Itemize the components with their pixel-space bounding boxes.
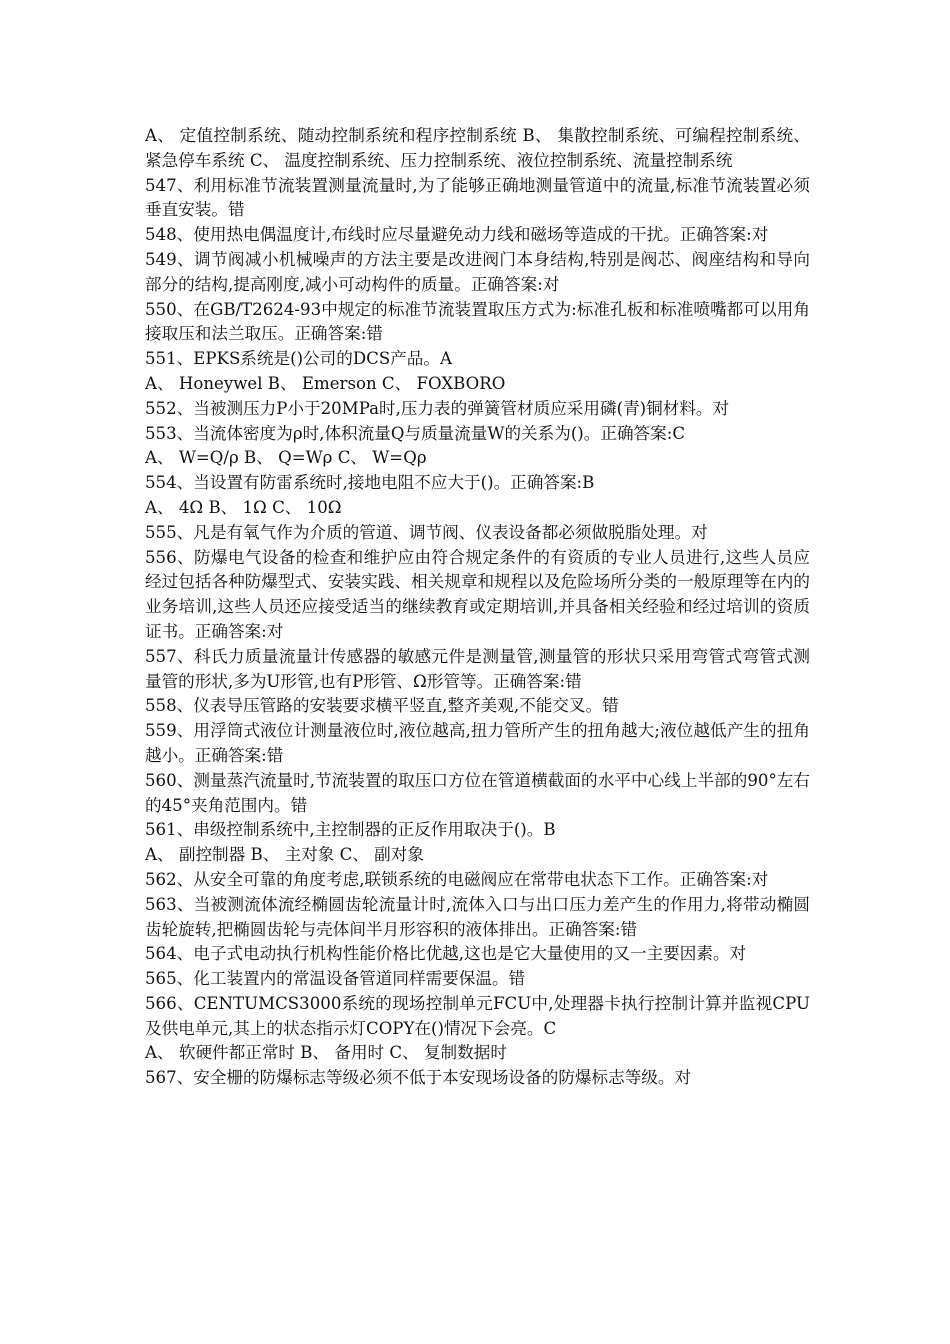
question-557: 557、科氏力质量流量计传感器的敏感元件是测量管,测量管的形状只采用弯管式弯管式测量管的形状,多为U形管,也有P形管、Ω形管等。正确答案:错: [145, 646, 810, 691]
options-561: A、 副控制器 B、 主对象 C、 副对象: [145, 845, 424, 865]
options-566: A、 软硬件都正常时 B、 备用时 C、 复制数据时: [145, 1043, 507, 1063]
question-548: 548、使用热电偶温度计,布线时应尽量避免动力线和磁场等造成的干扰。正确答案:对: [145, 225, 769, 245]
question-559: 559、用浮筒式液位计测量液位时,液位越高,扭力管所产生的扭角越大;液位越低产生的扭角越小。正确答案:错: [145, 721, 810, 765]
question-563: 563、当被测流体流经椭圆齿轮流量计时,流体入口与出口压力差产生的作用力,将带动椭圆齿轮旋转,把椭圆齿轮与壳体间半月形容积的液体排出。正确答案:错: [145, 894, 810, 939]
question-551: 551、EPKS系统是()公司的DCS产品。A: [145, 349, 452, 369]
options-554: A、 4Ω B、 1Ω C、 10Ω: [145, 497, 342, 517]
question-552: 552、当被测压力P小于20MPa时,压力表的弹簧管材质应采用磷(青)铜材料。对: [145, 398, 730, 418]
question-565: 565、化工装置内的常温设备管道同样需要保温。错: [145, 969, 526, 989]
question-561: 561、串级控制系统中,主控制器的正反作用取决于()。B: [145, 820, 556, 840]
question-556: 556、防爆电气设备的检查和维护应由符合规定条件的有资质的专业人员进行,这些人员应经过包括各种防爆型式、安装实践、相关规章和规程以及危险场所分类的一般原理等在内的业务培训,这些人员还应接受适当的继续教育或定期培训,并具备相关经验和经过培训的资质证书。正确答案:对: [145, 547, 810, 641]
question-560: 560、测量蒸汽流量时,节流装置的取压口方位在管道横截面的水平中心线上半部的90°左右的45°夹角范围内。错: [145, 770, 810, 815]
question-549: 549、调节阀减小机械噪声的方法主要是改进阀门本身结构,特别是阀芯、阀座结构和导向部分的结构,提高刚度,减小可动构件的质量。正确答案:对: [145, 249, 810, 294]
options-551: A、 Honeywel B、 Emerson C、 FOXBORO: [145, 373, 506, 393]
question-566: 566、CENTUMCS3000系统的现场控制单元FCU中,处理器卡执行控制计算并监视CPU及供电单元,其上的状态指示灯COPY在()情况下会亮。C: [145, 993, 810, 1038]
question-555: 555、凡是有氧气作为介质的管道、调节阀、仪表设备都必须做脱脂处理。对: [145, 522, 708, 542]
question-564: 564、电子式电动执行机构性能价格比优越,这也是它大量使用的又一主要因素。对: [145, 944, 747, 964]
question-554: 554、当设置有防雷系统时,接地电阻不应大于()。正确答案:B: [145, 473, 595, 493]
question-558: 558、仪表导压管路的安装要求横平竖直,整齐美观,不能交叉。错: [145, 696, 619, 716]
answer-options-line: A、 定值控制系统、随动控制系统和程序控制系统 B、 集散控制系统、可编程控制系统、紧急停车系统 C、 温度控制系统、压力控制系统、液位控制系统、流量控制系统: [145, 126, 810, 170]
question-553: 553、当流体密度为ρ时,体积流量Q与质量流量W的关系为()。正确答案:C: [145, 423, 686, 443]
question-547: 547、利用标准节流装置测量流量时,为了能够正确地测量管道中的流量,标准节流装置必须垂直安装。错: [145, 175, 810, 220]
question-562: 562、从安全可靠的角度考虑,联锁系统的电磁阀应在常带电状态下工作。正确答案:对: [145, 869, 769, 889]
question-567: 567、安全栅的防爆标志等级必须不低于本安现场设备的防爆标志等级。对: [145, 1068, 692, 1088]
options-553: A、 W=Q/ρ B、 Q=Wρ C、 W=Qρ: [145, 448, 427, 468]
document-body: [145, 124, 810, 1091]
question-550: 550、在GB/T2624-93中规定的标准节流装置取压方式为:标准孔板和标准喷嘴都可以用角接取压和法兰取压。正确答案:错: [145, 299, 810, 344]
